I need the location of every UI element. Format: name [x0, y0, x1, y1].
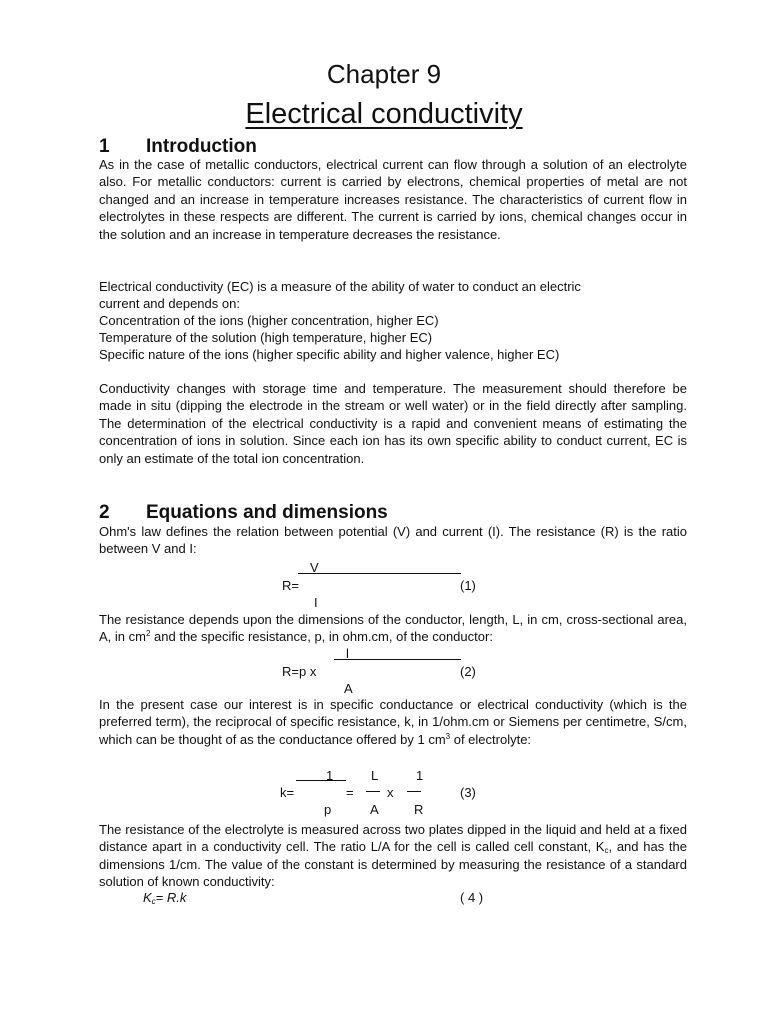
eq1-fraction-bar: [298, 573, 461, 574]
eq1-lhs: R=: [282, 578, 299, 593]
ec-factor-concentration: Concentration of the ions (higher concentration, higher EC): [99, 313, 439, 328]
section-2-number: 2: [99, 502, 110, 523]
eq4-rhs: = R.k: [155, 890, 187, 905]
ec-definition-line-1: Electrical conductivity (EC) is a measure of the ability of water to conduct an electric: [99, 279, 581, 294]
specific-conductance-text-a: In the present case our interest is in specific conductance or electrical conductivity (which is the preferred term), the reciprocal of specific resistance, k, in 1/ohm.cm or Siemens per centimetre, S/cm, which can be thought of as the conductance offered by 1 cm: [99, 697, 687, 747]
section-1-heading: [99, 136, 257, 158]
eq2-label: (2): [460, 664, 476, 679]
eq2-denominator: A: [344, 681, 353, 696]
ec-factor-temperature: Temperature of the solution (high temperature, higher EC): [99, 330, 433, 345]
intro-paragraph: As in the case of metallic conductors, electrical current can flow through a solution of an electrolyte also. For metallic conductors: current is carried by electrons, chemical properties of metal are not changed and an increase in temperature increases resistance. The characteristics of current flow in electrolytes in these respects are different. The current is carried by ions, chemical changes occur in the solution and an increase in temperature decreases the resistance.: [99, 157, 687, 242]
cell-constant-text-a: The resistance of the electrolyte is measured across two plates dipped in the liquid and held at a fixed distance apart in a conductivity cell. The ratio L/A for the cell is called cell constant, K: [99, 822, 687, 855]
eq3-denominator-1: p: [324, 802, 332, 817]
conductivity-measurement-paragraph: Conductivity changes with storage time and temperature. The measurement should therefore be made in situ (dipping the electrode in the stream or well water) or in the field directly after sampling. The determination of the electrical conductivity is a rapid and convenient means of estimating the concentration of ions in solution. Since each ion has its own specific ability to conduct current, EC is only an estimate of the total ion concentration.: [99, 381, 687, 466]
ohms-law-paragraph: Ohm's law defines the relation between potential (V) and current (I). The resistance (R) is the ratio between V and I:: [99, 524, 687, 557]
chapter-label: Chapter 9: [326, 59, 442, 89]
cell-constant-subscript: c: [604, 846, 609, 856]
eq3-numerator-2: L: [371, 768, 379, 783]
eq2-lhs: R=p x: [282, 664, 317, 679]
title-text: Electrical conductivity: [245, 98, 523, 130]
eq4-k-subscript: c: [151, 897, 156, 906]
resistance-dimensions-text-b: and the specific resistance, p, in ohm.cm, of the conductor:: [150, 629, 493, 645]
eq3-label: (3): [460, 785, 476, 800]
eq1-numerator: V: [310, 560, 319, 575]
eq3-denominator-2: A: [370, 802, 379, 817]
eq3-fraction-bar-2: [366, 791, 380, 792]
cell-constant-paragraph: [99, 821, 687, 891]
eq2-numerator: l: [346, 646, 349, 661]
eq3-numerator-3: 1: [416, 768, 424, 783]
specific-conductance-paragraph: [99, 696, 687, 748]
section-2-heading: [99, 502, 388, 524]
section-1-number: 1: [99, 136, 110, 157]
eq3-fraction-bar-3: [407, 791, 421, 792]
eq2-fraction-bar: [334, 659, 461, 660]
eq3-lhs: k=: [280, 785, 295, 800]
section-2-title: Equations and dimensions: [146, 502, 388, 523]
eq3-times: x: [387, 785, 394, 800]
eq3-equals: =: [346, 785, 354, 800]
eq4-expression: [143, 889, 186, 906]
ec-definition-line-2: current and depends on:: [99, 296, 240, 311]
section-1-title: Introduction: [146, 136, 257, 157]
resistance-dimensions-paragraph: [99, 611, 687, 646]
cell-constant-text-b: , and has the dimensions 1/cm. The value of the constant is determined by measuring the resistance of a standard solution of known conductivity:: [99, 839, 688, 890]
eq1-label: (1): [460, 578, 476, 593]
ec-factor-ion-nature: Specific nature of the ions (higher specific ability and higher valence, higher EC): [99, 347, 560, 362]
cm2-superscript: 2: [145, 629, 151, 639]
cm3-superscript: 3: [445, 731, 451, 741]
page-title: [0, 96, 768, 132]
eq3-fraction-bar-1: [296, 780, 346, 781]
eq4-k: K: [143, 890, 152, 905]
eq4-label: ( 4 ): [460, 890, 484, 905]
specific-conductance-text-b: of electrolyte:: [450, 731, 532, 747]
eq1-denominator: I: [314, 595, 318, 610]
resistance-dimensions-text-a: The resistance depends upon the dimensions of the conductor, length, L, in cm, cross-sectional area, A, in cm: [99, 612, 687, 645]
eq3-denominator-3: R: [414, 802, 424, 817]
eq3-numerator-1: 1: [326, 768, 334, 783]
